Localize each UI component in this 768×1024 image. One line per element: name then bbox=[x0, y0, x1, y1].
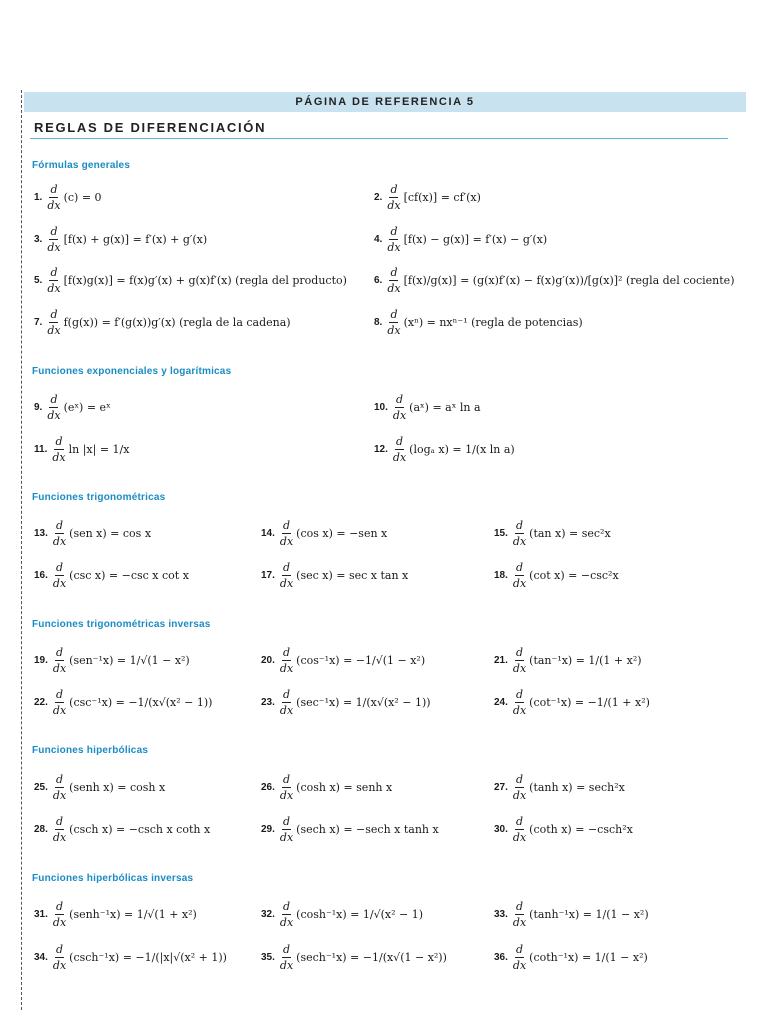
derivative-operator: d dx bbox=[512, 772, 527, 802]
derivative-operator: d dx bbox=[279, 687, 294, 717]
formula-item bbox=[261, 770, 392, 804]
formula-number: 6. bbox=[374, 274, 383, 286]
derivative-operator: d dx bbox=[52, 772, 67, 802]
formula-expression: (csch⁻¹x) = −1/(|x|√(x² + 1)) bbox=[69, 950, 227, 964]
page-title: REGLAS DE DIFERENCIACIÓN bbox=[34, 120, 267, 135]
formula-expression: (sec⁻¹x) = 1/(x√(x² − 1)) bbox=[296, 695, 431, 709]
section-title: Fórmulas generales bbox=[32, 160, 131, 171]
formula-number: 7. bbox=[34, 316, 43, 328]
section-title: Funciones exponenciales y logarítmicas bbox=[32, 366, 232, 377]
derivative-operator: d dx bbox=[52, 899, 67, 929]
formula-expression: [f(x)g(x)] = f(x)g′(x) + g(x)f′(x) (regla del producto) bbox=[63, 273, 347, 287]
formula-expression: (xⁿ) = nxⁿ⁻¹ (regla de potencias) bbox=[403, 315, 583, 329]
formula-number: 10. bbox=[374, 401, 388, 413]
formula-number: 11. bbox=[34, 443, 48, 455]
formula-item bbox=[494, 558, 619, 592]
formula-item bbox=[494, 812, 633, 846]
formula-number: 15. bbox=[494, 527, 508, 539]
derivative-operator: d dx bbox=[47, 224, 61, 254]
derivative-operator: d dx bbox=[387, 265, 401, 295]
formula-expression: (cos x) = −sen x bbox=[296, 526, 388, 540]
formula-number: 33. bbox=[494, 908, 508, 920]
section-title: Funciones hiperbólicas bbox=[32, 745, 149, 756]
formula-item bbox=[374, 263, 734, 297]
formula-number: 2. bbox=[374, 191, 383, 203]
derivative-operator: d dx bbox=[279, 518, 294, 548]
formula-item bbox=[261, 685, 431, 719]
section-title: Funciones hiperbólicas inversas bbox=[32, 873, 194, 884]
formula-item bbox=[34, 812, 210, 846]
formula-item bbox=[34, 516, 151, 550]
derivative-operator: d dx bbox=[512, 518, 527, 548]
formula-item bbox=[34, 222, 207, 256]
formula-item bbox=[261, 558, 408, 592]
formula-item bbox=[374, 390, 481, 424]
formula-number: 3. bbox=[34, 233, 43, 245]
derivative-operator: d dx bbox=[279, 645, 294, 675]
derivative-operator: d dx bbox=[387, 182, 401, 212]
formula-expression: [cf(x)] = cf′(x) bbox=[403, 190, 481, 204]
formula-expression: (tan⁻¹x) = 1/(1 + x²) bbox=[529, 653, 642, 667]
formula-number: 19. bbox=[34, 654, 48, 666]
formula-number: 22. bbox=[34, 696, 48, 708]
formula-item bbox=[261, 940, 447, 974]
formula-expression: (tanh⁻¹x) = 1/(1 − x²) bbox=[529, 907, 649, 921]
formula-number: 36. bbox=[494, 951, 508, 963]
formula-item bbox=[494, 516, 611, 550]
formula-number: 29. bbox=[261, 823, 275, 835]
formula-expression: (senh x) = cosh x bbox=[69, 780, 166, 794]
formula-expression: (coth x) = −csch²x bbox=[529, 822, 633, 836]
formula-number: 1. bbox=[34, 191, 43, 203]
derivative-operator: d dx bbox=[279, 942, 294, 972]
formula-number: 24. bbox=[494, 696, 508, 708]
section-title: Funciones trigonométricas bbox=[32, 492, 166, 503]
formula-expression: [f(x) − g(x)] = f′(x) − g′(x) bbox=[403, 232, 548, 246]
formula-number: 14. bbox=[261, 527, 275, 539]
derivative-operator: d dx bbox=[47, 182, 61, 212]
derivative-operator: d dx bbox=[47, 392, 61, 422]
formula-item bbox=[34, 263, 347, 297]
derivative-operator: d dx bbox=[52, 518, 67, 548]
formula-number: 8. bbox=[374, 316, 383, 328]
formula-number: 34. bbox=[34, 951, 48, 963]
formula-item bbox=[261, 897, 423, 931]
formula-number: 32. bbox=[261, 908, 275, 920]
derivative-operator: d dx bbox=[512, 560, 527, 590]
formula-item bbox=[494, 770, 625, 804]
derivative-operator: d dx bbox=[52, 687, 67, 717]
formula-expression: (aˣ) = aˣ ln a bbox=[409, 400, 481, 414]
formula-item bbox=[34, 940, 227, 974]
derivative-operator: d dx bbox=[52, 434, 66, 464]
formula-item bbox=[34, 432, 129, 466]
derivative-operator: d dx bbox=[52, 814, 67, 844]
derivative-operator: d dx bbox=[279, 560, 294, 590]
page-header: PÁGINA DE REFERENCIA 5 bbox=[24, 92, 746, 112]
formula-expression: (senh⁻¹x) = 1/√(1 + x²) bbox=[69, 907, 197, 921]
formula-item bbox=[374, 222, 547, 256]
formula-expression: f(g(x)) = f′(g(x))g′(x) (regla de la cadena) bbox=[63, 315, 291, 329]
derivative-operator: d dx bbox=[47, 265, 61, 295]
formula-number: 5. bbox=[34, 274, 43, 286]
formula-number: 9. bbox=[34, 401, 43, 413]
derivative-operator: d dx bbox=[279, 772, 294, 802]
formula-expression: (csc x) = −csc x cot x bbox=[69, 568, 189, 582]
derivative-operator: d dx bbox=[392, 392, 407, 422]
formula-item bbox=[261, 812, 439, 846]
derivative-operator: d dx bbox=[512, 687, 527, 717]
formula-expression: (sen x) = cos x bbox=[69, 526, 152, 540]
derivative-operator: d dx bbox=[392, 434, 407, 464]
formula-item bbox=[261, 516, 387, 550]
derivative-operator: d dx bbox=[279, 899, 294, 929]
derivative-operator: d dx bbox=[279, 814, 294, 844]
formula-number: 35. bbox=[261, 951, 275, 963]
formula-expression: (cot⁻¹x) = −1/(1 + x²) bbox=[529, 695, 650, 709]
formula-expression: (sen⁻¹x) = 1/√(1 − x²) bbox=[69, 653, 190, 667]
formula-expression: (csch x) = −csch x coth x bbox=[69, 822, 211, 836]
formula-expression: (tanh x) = sech²x bbox=[529, 780, 625, 794]
formula-expression: (cosh⁻¹x) = 1/√(x² − 1) bbox=[296, 907, 423, 921]
formula-expression: (cosh x) = senh x bbox=[296, 780, 393, 794]
formula-expression: (sech⁻¹x) = −1/(x√(1 − x²)) bbox=[296, 950, 447, 964]
derivative-operator: d dx bbox=[47, 307, 61, 337]
formula-number: 31. bbox=[34, 908, 48, 920]
formula-expression: (c) = 0 bbox=[63, 190, 102, 204]
formula-number: 27. bbox=[494, 781, 508, 793]
formula-expression: (tan x) = sec²x bbox=[529, 526, 611, 540]
formula-number: 13. bbox=[34, 527, 48, 539]
formula-expression: (csc⁻¹x) = −1/(x√(x² − 1)) bbox=[69, 695, 213, 709]
formula-number: 12. bbox=[374, 443, 388, 455]
derivative-operator: d dx bbox=[512, 942, 527, 972]
derivative-operator: d dx bbox=[512, 645, 527, 675]
formula-item bbox=[34, 558, 189, 592]
formula-expression: [f(x)/g(x)] = (g(x)f′(x) − f(x)g′(x))/[g(x)]² (regla del cociente) bbox=[403, 273, 735, 287]
derivative-operator: d dx bbox=[387, 224, 401, 254]
formula-number: 26. bbox=[261, 781, 275, 793]
formula-item bbox=[494, 940, 648, 974]
formula-number: 21. bbox=[494, 654, 508, 666]
derivative-operator: d dx bbox=[52, 560, 67, 590]
derivative-operator: d dx bbox=[512, 899, 527, 929]
formula-item bbox=[34, 643, 190, 677]
formula-item bbox=[374, 432, 515, 466]
formula-expression: (coth⁻¹x) = 1/(1 − x²) bbox=[529, 950, 648, 964]
formula-number: 20. bbox=[261, 654, 275, 666]
formula-number: 28. bbox=[34, 823, 48, 835]
formula-item bbox=[374, 180, 481, 214]
formula-number: 25. bbox=[34, 781, 48, 793]
formula-item bbox=[34, 305, 291, 339]
formula-item bbox=[34, 770, 165, 804]
formula-expression: (cos⁻¹x) = −1/√(1 − x²) bbox=[296, 653, 426, 667]
formula-item bbox=[34, 685, 212, 719]
formula-item bbox=[261, 643, 425, 677]
formula-item bbox=[34, 180, 102, 214]
formula-item bbox=[494, 685, 650, 719]
formula-expression: (logₐ x) = 1/(x ln a) bbox=[409, 442, 515, 456]
formula-number: 23. bbox=[261, 696, 275, 708]
formula-expression: (sec x) = sec x tan x bbox=[296, 568, 409, 582]
page-left-border bbox=[21, 90, 22, 1010]
formula-number: 30. bbox=[494, 823, 508, 835]
formula-expression: (sech x) = −sech x tanh x bbox=[296, 822, 439, 836]
formula-number: 16. bbox=[34, 569, 48, 581]
derivative-operator: d dx bbox=[52, 645, 67, 675]
formula-item bbox=[494, 897, 649, 931]
formula-item bbox=[374, 305, 583, 339]
formula-number: 4. bbox=[374, 233, 383, 245]
formula-expression: (cot x) = −csc²x bbox=[529, 568, 619, 582]
title-underline bbox=[30, 138, 728, 139]
formula-expression: [f(x) + g(x)] = f′(x) + g′(x) bbox=[63, 232, 208, 246]
formula-item bbox=[34, 897, 197, 931]
derivative-operator: d dx bbox=[512, 814, 527, 844]
section-title: Funciones trigonométricas inversas bbox=[32, 619, 211, 630]
formula-number: 17. bbox=[261, 569, 275, 581]
formula-number: 18. bbox=[494, 569, 508, 581]
formula-expression: (eˣ) = eˣ bbox=[63, 400, 111, 414]
formula-item bbox=[494, 643, 642, 677]
formula-expression: ln |x| = 1/x bbox=[68, 442, 130, 456]
derivative-operator: d dx bbox=[52, 942, 67, 972]
derivative-operator: d dx bbox=[387, 307, 401, 337]
formula-item bbox=[34, 390, 111, 424]
